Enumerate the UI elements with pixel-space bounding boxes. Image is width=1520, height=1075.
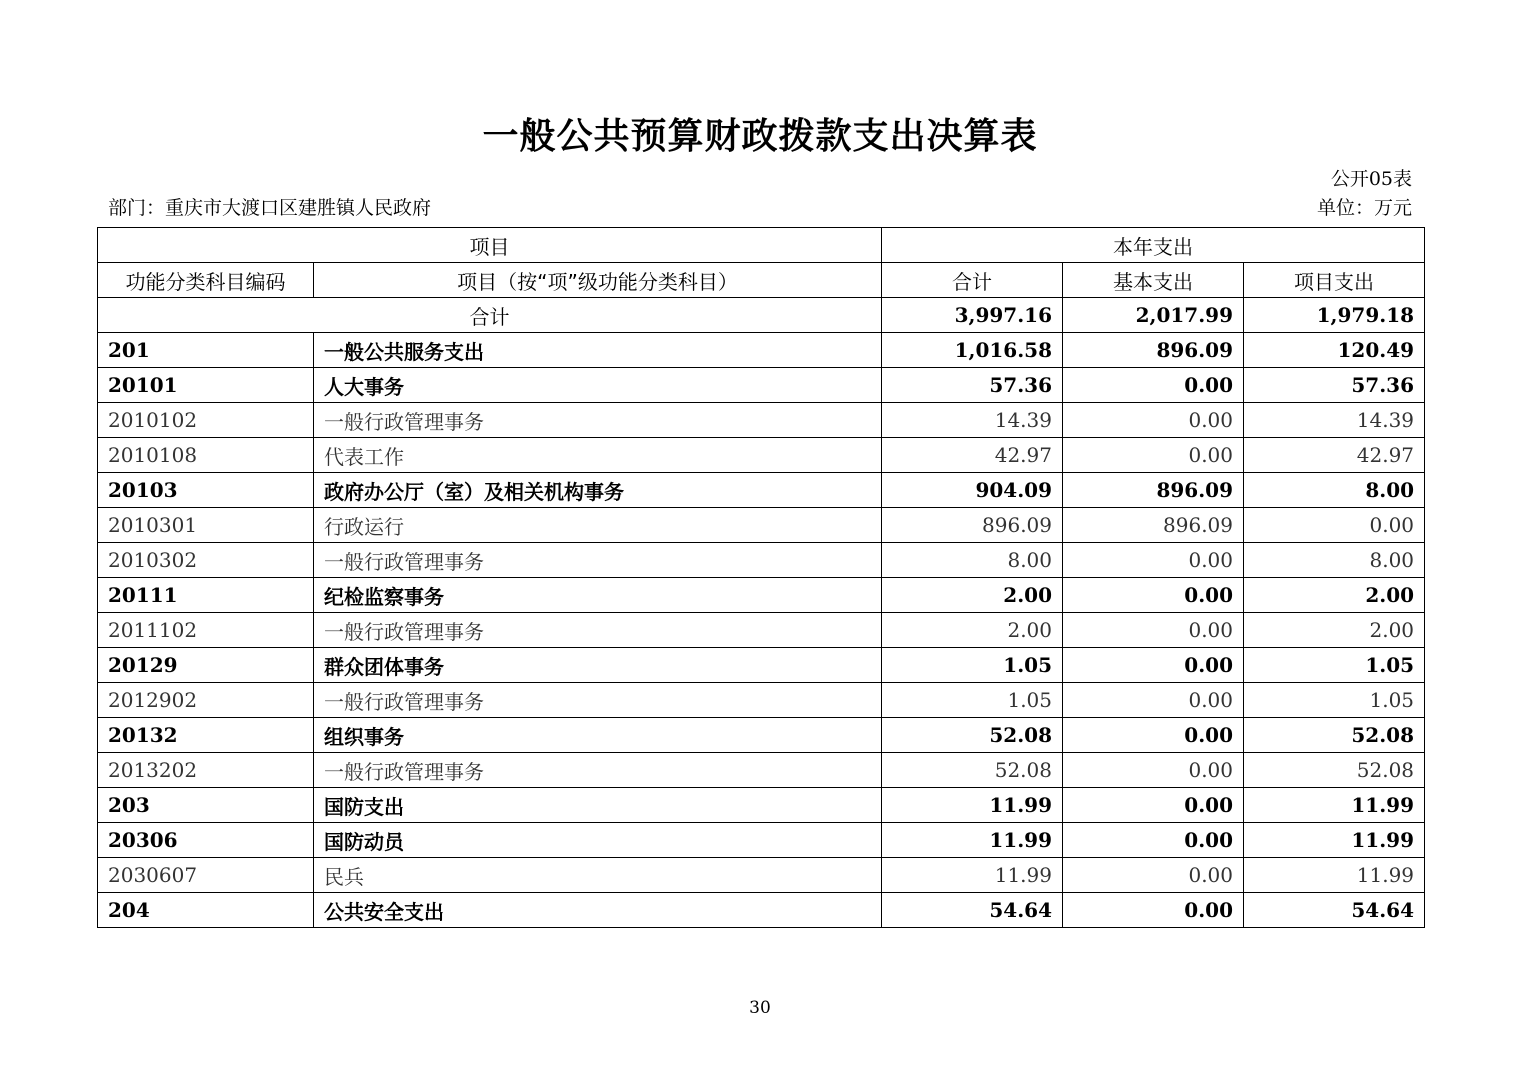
table-row <box>98 508 1425 543</box>
row-project: 11.99 <box>1244 788 1425 823</box>
row-project: 120.49 <box>1244 333 1425 368</box>
row-name: 一般公共服务支出 <box>314 333 882 368</box>
row-code: 2010108 <box>98 438 314 473</box>
row-code: 20101 <box>98 368 314 403</box>
row-project: 54.64 <box>1244 893 1425 928</box>
row-code: 2010102 <box>98 403 314 438</box>
row-code: 20306 <box>98 823 314 858</box>
header-current-year: 本年支出 <box>882 228 1425 263</box>
row-basic: 0.00 <box>1063 578 1244 613</box>
header-total: 合计 <box>882 263 1063 298</box>
row-total: 57.36 <box>882 368 1063 403</box>
header-code: 功能分类科目编码 <box>98 263 314 298</box>
table-row <box>98 613 1425 648</box>
row-code: 201 <box>98 333 314 368</box>
row-basic: 0.00 <box>1063 788 1244 823</box>
row-code: 2010301 <box>98 508 314 543</box>
page-number: 30 <box>749 998 771 1018</box>
row-project: 42.97 <box>1244 438 1425 473</box>
row-total: 1.05 <box>882 683 1063 718</box>
row-basic: 896.09 <box>1063 473 1244 508</box>
row-basic: 896.09 <box>1063 508 1244 543</box>
row-name: 组织事务 <box>314 718 882 753</box>
row-project: 0.00 <box>1244 508 1425 543</box>
table-row <box>98 368 1425 403</box>
department-label: 部门：重庆市大渡口区建胜镇人民政府 <box>108 197 432 219</box>
row-project: 1.05 <box>1244 683 1425 718</box>
row-name: 一般行政管理事务 <box>314 543 882 578</box>
row-basic: 0.00 <box>1063 683 1244 718</box>
row-project: 11.99 <box>1244 823 1425 858</box>
row-name: 人大事务 <box>314 368 882 403</box>
row-basic: 0.00 <box>1063 648 1244 683</box>
row-name: 一般行政管理事务 <box>314 613 882 648</box>
total-basic: 2,017.99 <box>1063 298 1244 333</box>
row-name: 政府办公厅（室）及相关机构事务 <box>314 473 882 508</box>
row-total: 11.99 <box>882 788 1063 823</box>
row-basic: 0.00 <box>1063 543 1244 578</box>
row-basic: 0.00 <box>1063 823 1244 858</box>
row-project: 2.00 <box>1244 578 1425 613</box>
budget-table <box>97 227 1425 928</box>
row-basic: 896.09 <box>1063 333 1244 368</box>
row-basic: 0.00 <box>1063 858 1244 893</box>
table-row <box>98 543 1425 578</box>
row-basic: 0.00 <box>1063 613 1244 648</box>
row-total: 896.09 <box>882 508 1063 543</box>
row-code: 20129 <box>98 648 314 683</box>
table-row <box>98 333 1425 368</box>
row-basic: 0.00 <box>1063 438 1244 473</box>
row-name: 群众团体事务 <box>314 648 882 683</box>
row-project: 57.36 <box>1244 368 1425 403</box>
row-code: 2013202 <box>98 753 314 788</box>
row-name: 一般行政管理事务 <box>314 753 882 788</box>
table-row <box>98 403 1425 438</box>
table-row <box>98 718 1425 753</box>
unit-label: 单位：万元 <box>1316 197 1412 219</box>
page-title: 一般公共预算财政拨款支出决算表 <box>482 116 1038 157</box>
row-name: 一般行政管理事务 <box>314 683 882 718</box>
table-row <box>98 683 1425 718</box>
row-code: 20103 <box>98 473 314 508</box>
row-project: 52.08 <box>1244 718 1425 753</box>
row-code: 2010302 <box>98 543 314 578</box>
row-name: 纪检监察事务 <box>314 578 882 613</box>
row-name: 公共安全支出 <box>314 893 882 928</box>
row-total: 11.99 <box>882 823 1063 858</box>
row-code: 2011102 <box>98 613 314 648</box>
row-project: 11.99 <box>1244 858 1425 893</box>
row-name: 行政运行 <box>314 508 882 543</box>
row-name: 国防支出 <box>314 788 882 823</box>
row-code: 2012902 <box>98 683 314 718</box>
row-name: 国防动员 <box>314 823 882 858</box>
row-total: 1.05 <box>882 648 1063 683</box>
row-basic: 0.00 <box>1063 718 1244 753</box>
row-project: 14.39 <box>1244 403 1425 438</box>
row-total: 14.39 <box>882 403 1063 438</box>
row-project: 2.00 <box>1244 613 1425 648</box>
row-total: 52.08 <box>882 753 1063 788</box>
table-row <box>98 473 1425 508</box>
row-total: 8.00 <box>882 543 1063 578</box>
row-basic: 0.00 <box>1063 893 1244 928</box>
total-row <box>98 298 1425 333</box>
row-total: 52.08 <box>882 718 1063 753</box>
row-total: 1,016.58 <box>882 333 1063 368</box>
row-name: 民兵 <box>314 858 882 893</box>
row-total: 54.64 <box>882 893 1063 928</box>
row-total: 42.97 <box>882 438 1063 473</box>
row-total: 2.00 <box>882 613 1063 648</box>
row-code: 20111 <box>98 578 314 613</box>
table-row <box>98 578 1425 613</box>
row-project: 8.00 <box>1244 473 1425 508</box>
row-basic: 0.00 <box>1063 753 1244 788</box>
total-sum: 3,997.16 <box>882 298 1063 333</box>
table-number: 公开05表 <box>1330 168 1412 190</box>
row-code: 203 <box>98 788 314 823</box>
row-basic: 0.00 <box>1063 368 1244 403</box>
header-item: 项目 <box>98 228 882 263</box>
row-project: 1.05 <box>1244 648 1425 683</box>
row-name: 一般行政管理事务 <box>314 403 882 438</box>
row-project: 8.00 <box>1244 543 1425 578</box>
table-row <box>98 893 1425 928</box>
table-row <box>98 858 1425 893</box>
row-total: 2.00 <box>882 578 1063 613</box>
row-name: 代表工作 <box>314 438 882 473</box>
row-basic: 0.00 <box>1063 403 1244 438</box>
header-name: 项目（按“项”级功能分类科目） <box>314 263 882 298</box>
header-basic: 基本支出 <box>1063 263 1244 298</box>
table-row <box>98 438 1425 473</box>
row-total: 904.09 <box>882 473 1063 508</box>
table-row <box>98 753 1425 788</box>
table-row <box>98 788 1425 823</box>
total-label: 合计 <box>98 298 882 333</box>
row-total: 11.99 <box>882 858 1063 893</box>
row-project: 52.08 <box>1244 753 1425 788</box>
table-row <box>98 648 1425 683</box>
row-code: 20132 <box>98 718 314 753</box>
row-code: 204 <box>98 893 314 928</box>
table-row <box>98 823 1425 858</box>
row-code: 2030607 <box>98 858 314 893</box>
total-project: 1,979.18 <box>1244 298 1425 333</box>
header-project: 项目支出 <box>1244 263 1425 298</box>
